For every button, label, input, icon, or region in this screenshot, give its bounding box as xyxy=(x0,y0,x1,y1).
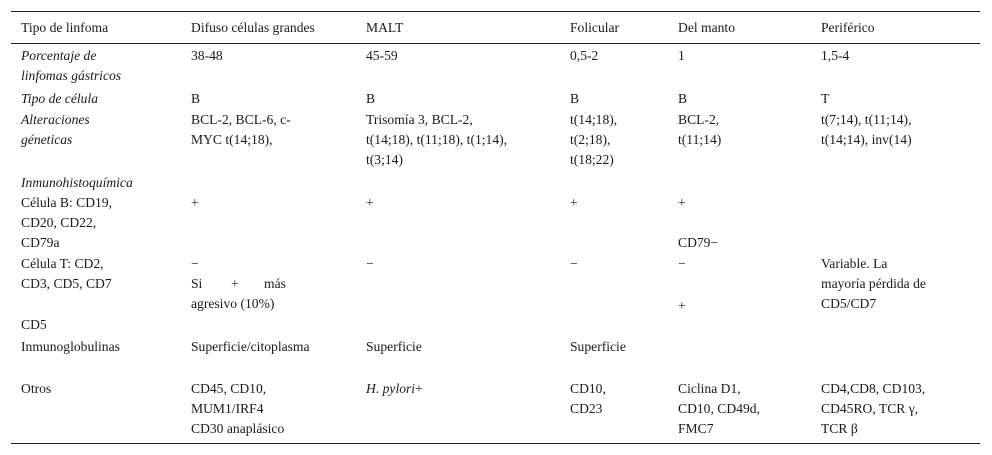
cell-otros-malt xyxy=(366,379,561,399)
cell-celula-b-manto: + xyxy=(678,195,686,210)
cell-porcentaje-malt: 45-59 xyxy=(366,48,398,63)
cell-inmunoglobulinas-malt: Superficie xyxy=(366,339,422,354)
row-label-celula-b: Célula B: CD19, CD20, CD22, CD79a xyxy=(21,195,113,250)
header-periferico: Periférico xyxy=(821,20,875,35)
header-divider xyxy=(11,43,980,44)
header-folicular: Folicular xyxy=(570,20,620,35)
cell-tipo-celula-folicular: B xyxy=(570,91,580,106)
cell-celula-t-difuso-minus: − xyxy=(191,256,199,271)
cell-otros-malt-plus: + xyxy=(415,381,423,396)
row-label-inmunohistoquimica: Inmunohistoquímica xyxy=(21,175,133,190)
cell-celula-t-manto-minus: − xyxy=(678,256,686,271)
cell-otros-folicular: CD10, CD23 xyxy=(570,381,606,416)
cell-porcentaje-periferico: 1,5-4 xyxy=(821,48,850,63)
cell-porcentaje-folicular: 0,5-2 xyxy=(570,48,599,63)
cell-alteraciones-periferico: t(7;14), t(11;14), t(14;14), inv(14) xyxy=(821,112,912,147)
cell-porcentaje-manto: 1 xyxy=(678,48,685,63)
cell-celula-t-periferico: Variable. La mayoría pérdida de CD5/CD7 xyxy=(821,256,926,311)
header-tipo-linfoma: Tipo de linfoma xyxy=(21,20,109,35)
cell-alteraciones-folicular: t(14;18), t(2;18), t(18;22) xyxy=(570,112,618,167)
header-malt: MALT xyxy=(366,20,404,35)
row-label-alteraciones: Alteraciones géneticas xyxy=(21,112,90,147)
cell-celula-b-difuso: + xyxy=(191,195,199,210)
header-manto: Del manto xyxy=(678,20,736,35)
row-label-inmunoglobulinas: Inmunoglobulinas xyxy=(21,339,120,354)
cell-tipo-celula-periferico: T xyxy=(821,91,830,106)
cell-otros-manto: Ciclina D1, CD10, CD49d, FMC7 xyxy=(678,381,760,436)
cell-alteraciones-difuso: BCL-2, BCL-6, c- MYC t(14;18), xyxy=(191,112,291,147)
cell-celula-t-malt: − xyxy=(366,256,374,271)
cell-tipo-celula-malt: B xyxy=(366,91,376,106)
cell-celula-t-manto-plus: + xyxy=(678,298,686,313)
row-label-porcentaje: Porcentaje de linfomas gástricos xyxy=(21,48,122,83)
row-label-cd5: CD5 xyxy=(21,317,47,332)
cell-otros-periferico: CD4,CD8, CD103, CD45RO, TCR γ, TCR β xyxy=(821,381,926,436)
cell-celula-b-manto-cd79: CD79− xyxy=(678,235,719,250)
cell-otros-malt-hpylori: H. pylori xyxy=(366,381,416,396)
cell-celula-t-folicular: − xyxy=(570,256,578,271)
cell-tipo-celula-manto: B xyxy=(678,91,688,106)
cell-celula-b-folicular: + xyxy=(570,195,578,210)
cell-inmunoglobulinas-folicular: Superficie xyxy=(570,339,626,354)
cell-celula-t-difuso-mas: más xyxy=(264,276,286,291)
cell-celula-b-malt: + xyxy=(366,195,374,210)
cell-inmunoglobulinas-difuso: Superficie/citoplasma xyxy=(191,339,310,354)
cell-alteraciones-manto: BCL-2, t(11;14) xyxy=(678,112,722,147)
row-label-celula-t: Célula T: CD2, CD3, CD5, CD7 xyxy=(21,256,112,291)
cell-celula-t-difuso-plus: + xyxy=(231,276,239,291)
cell-celula-t-difuso-si: Si xyxy=(191,276,203,291)
cell-porcentaje-difuso: 38-48 xyxy=(191,48,223,63)
cell-tipo-celula-difuso: B xyxy=(191,91,201,106)
lymphoma-table xyxy=(11,11,980,444)
header-difuso: Difuso células grandes xyxy=(191,20,315,35)
cell-celula-t-difuso-agresivo: agresivo (10%) xyxy=(191,296,275,311)
cell-alteraciones-malt: Trisomía 3, BCL-2, t(14;18), t(11;18), t(1;14), t(3;14) xyxy=(366,112,508,167)
cell-otros-difuso: CD45, CD10, MUM1/IRF4 CD30 anaplásico xyxy=(191,381,285,436)
row-label-tipo-celula: Tipo de célula xyxy=(21,91,99,106)
row-label-otros: Otros xyxy=(21,381,52,396)
